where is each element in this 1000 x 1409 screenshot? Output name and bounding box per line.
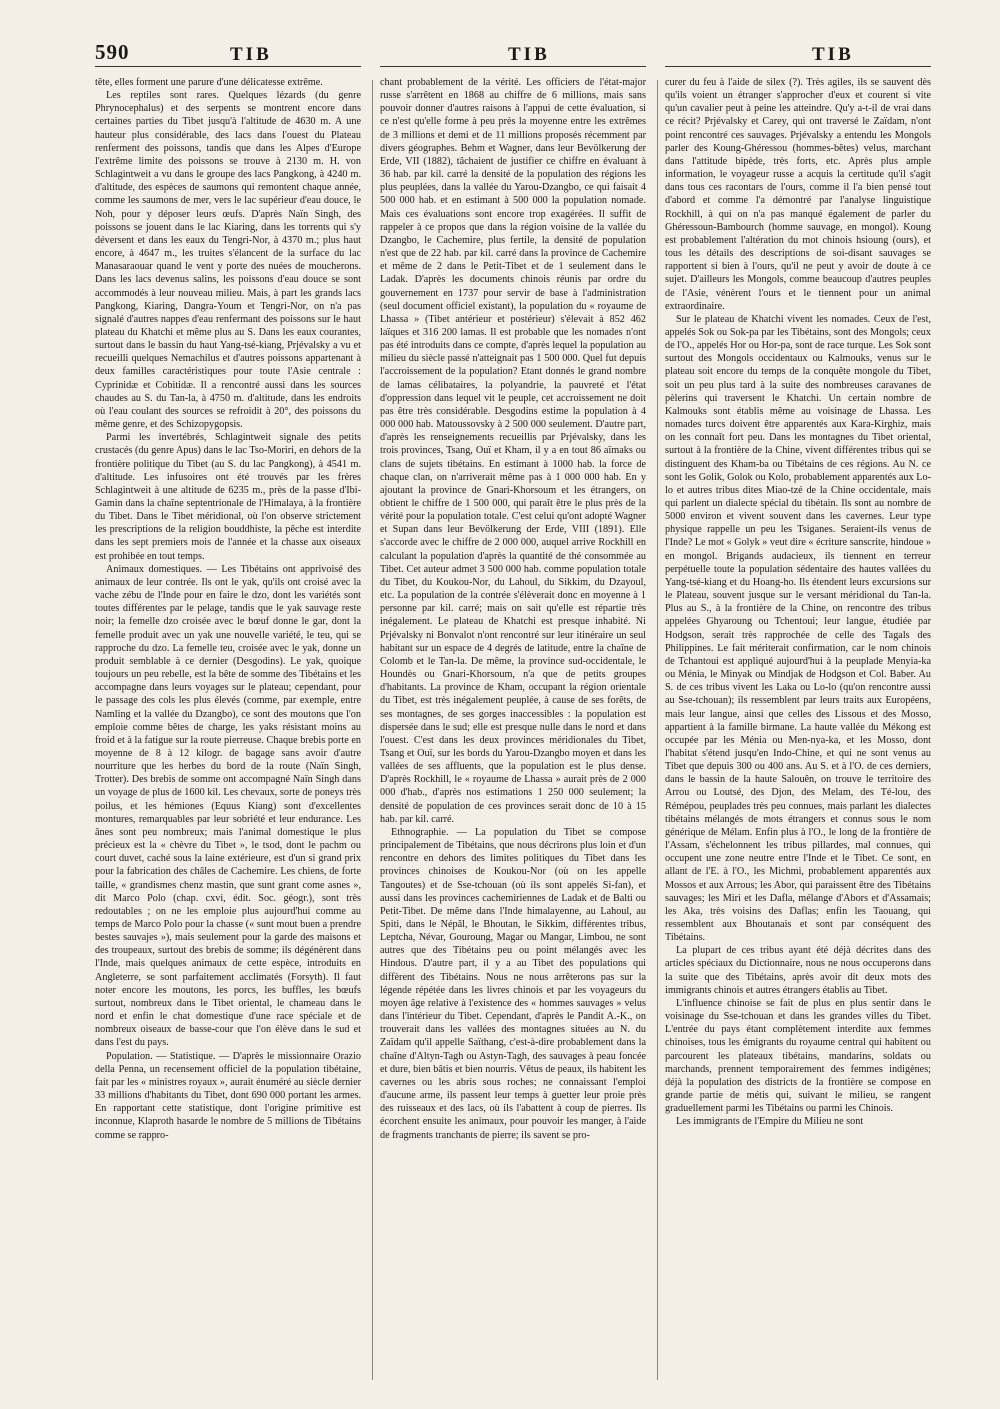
- paragraph: Sur le plateau de Khatchi vivent les nomades. Ceux de l'est, appelés Sok ou Sok-pa par les Tibétains, sont des Mongols; ceux de l'O., appelés Hor ou Hor-pa, sont de race turque. Les Sok sont surtout des Mongols occidentaux ou Kalmouks, venus sur le plateau soit encore du temps de la conquête mongole du Tibet, soit un peu plus tard à la suite des nombreuses caravanes de pèlerins qui traversent le Khatchi. Un certain nombre de Kalmouks sont établis même au voisinage de Lhassa. Les nomades turcs doivent être apparentés aux Kara-Kirghiz, mais on les connaît fort peu. Dans les montagnes du Tibet oriental, surtout à la frontière de la Chine, vivent différentes tribus qui se distinguent des Kham-ba ou Tibétains de ces régions. Au N. ce sont les Golik, Golok ou Kolo, probablement apparentés aux Lo-lo et autres tribus dites Miao-tzé de la Chine occidentale, mais qui parlent un dialecte spécial du tibétain. Ils sont au nombre de 5000 environ et vivent souvent dans les cavernes. Leur type physique rappelle un peu les Tsiganes. Seraient-ils venus de l'Inde? Le mot « Golyk » veut dire « écriture sanscrite, hindoue » en mongol. Brigands audacieux, ils tiennent en terreur perpétuelle toute la population sédentaire des hautes vallées du Yang-tsé-kiang et du Hoang-ho. Ils étendent leurs excursions sur le Plateau, souvent jusque sur le versant méridional du Tan-la. Plus au S., à la frontière de la Chine, on rencontre des tribus appelées Ghyaroung ou Tchentoui; leur langue, étudiée par Hodgson, serait très rapprochée de celle des Tagals des Philippines. Le fait mériterait confirmation, car le nom chinois de Tchantoui est appliqué aujourd'hui à la peuplade Menyia-ka ou Ménia, le Minyak ou Mindjak de Hodgson et Col. Baber. Au S. de ces tribus vivent les Laka ou Lo-lo (qu'on rencontre aussi au Sse-tchouan); ils ressemblent par leurs traits aux Européens, mais leur langue, ainsi que celles des Lissous et des Mosso, appartient à la famille birmane. La haute vallée du Mékong est occupée par les Ménia ou Men-nya-ka, et les Mosso, dont l'habitat s'étend jusqu'en Indo-Chine, et qui ne sont venus au Tibet que depuis 300 ou 400 ans. Au S. et à l'O. de ces derniers, dans le bassin de la haute Salouên, on trouve le territoire des Arrou ou Loutsé, des Djon, des Melam, des Té-lou, des Rémépou, peuplades très peu connues, mais parlant les dialectes tibétains mélangés de mots étrangers et connus sous le nom générique de Mélam. Enfin plus à l'O., le long de la frontière de l'Assam, s'échelonnent les tribus pillardes, mal connues, qui occupent une zone neutre entre l'Inde et le Tibet. Ce sont, en allant de l'E. à l'O., les Michmi, probablement apparentés aux Mossos et aux Arrous; les Abor, qui paraissent être des Tibétains sauvages; les Miri et les Dafla, mélange d'Abors et d'Assamais; les Aka, très voisins des Daflas; enfin les Taouang, qui ressemblent aux Bhoutanais et sont par conséquent des Tibétains.: [665, 313, 931, 944]
- paragraph: tête, elles forment une parure d'une délicatesse extrême.: [95, 77, 323, 88]
- column-separator: [657, 80, 658, 1380]
- running-headword-right: TIB: [812, 44, 854, 65]
- header-rule: [380, 66, 646, 67]
- paragraph: chant probablement de la vérité. Les officiers de l'état-major russe s'arrêtent en 1868 au chiffre de 6 millions, mais sans pouvoir donner d'autres raisons à l'appui de cette évaluation, si ce n'est qu'elle forme à peu près la moyenne entre les extrêmes de 3 millions et demi et de 11 millions proposés récemment par divers géographes. Behm et Wagner, dans leur Bevölkerung der Erde, VII (1882), tâchaient de justifier ce chiffre en évaluant à 36 hab. par kil. carré la densité de la population des régions les plus peuplées, dans la vallée du Yarou-Dzangbo, ce qui faisait 4 500 000 hab. et en estimant à 500 000 la population nomade. Mais ces évaluations sont encore trop exagérées. Il suffit de rappeler à ce propos que dans la région voisine de la vallée du Dzangbo, le Cachemire, plus fertile, la densité de population n'est que de 22 hab. par kil. carré dans la province de Cachemire et même de 2 dans le Petit-Tibet et de 1 seulement dans le Ladak. D'après les documents chinois réunis par ordre du gouvernement en 1737 pour servir de base à l'administration (seul document officiel existant), la population du « royaume de Lhassa » (Tibet antérieur et postérieur) s'élevait à 852 462 laïques et 316 200 lamas. Il est probable que les nomades n'ont pas été introduits dans ce compte, d'après lequel la population au milieu du siècle passé n'atteignait pas 1 500 000. Quel fut depuis l'accroissement de la population? Etant donnés le grand nombre de lamas célibataires, la polyandrie, la pauvreté et l'état d'oppression dans lequel vit le peuple, cet accroissement ne doit pas être très considérable. Desgodins estime la population à 4 000 000 hab. Matoussovsky à 2 500 000 seulement. D'autre part, d'après les renseignements recueillis par Prjévalsky, dans les trois provinces, Tsang, Ouï et Kham, il y a en tout 86 aïmaks ou clans de sujets tibétains. En estimant à 1000 hab. la force de chaque clan, on n'arriverait même pas à 1 000 000 hab. En y ajoutant la province de Gnari-Khorsoum et les étrangers, on obtient le chiffre de 1 500 000, qui paraît être le plus près de la vérité pour la population totale. C'est celui qu'ont adopté Wagner et Supan dans leur Bevölkerung der Erde, VIII (1891). Elle s'accorde avec le chiffre de 2 000 000, auquel arrive Rockhill en calculant la population d'après la quantité de thé consommée au Tibet. Cet auteur admet 3 500 000 hab. comme population totale du Tibet, du Koukou-Nor, du Lahoul, du Sikkim, du Dzayoul, etc. La population de la contrée s'élèverait donc en moyenne à 1 personne par kil. carré; mais on sait qu'elle est répartie très inégalement. Le plateau de Khatchi est presque inhabité. Ni Prjévalsky ni Bonvalot n'ont rencontré sur leur itinéraire un seul habitant sur un espace de 4 degrés de latitude, entre la chaîne de Colomb et le Tan-la. De même, la province sud-occidentale, le Houndès ou Gnari-Khorsoum, n'a que de petits groupes d'habitants. La province de Kham, occupant la région orientale du Tibet, est très inégalement peuplée, à cause de ses forêts, de ses montagnes, de ses gorges inaccessibles : la population est dispersée dans le sud; elle est presque nulle dans le nord et dans l'ouest. C'est dans les deux provinces méridionales du Tibet, Tsang et Ouï, sur les bords du Yarou-Dzangbo moyen et dans les vallées de ses affluents, que la population est le plus dense. D'après Rockhill, le « royaume de Lhassa » aurait près de 2 000 000 d'hab., d'après nos estimations 1 250 000 seulement; la densité de population de ces provinces serait donc de 10 à 15 hab. par kil. carré.: [380, 77, 646, 825]
- paragraph: Les immigrants de l'Empire du Milieu ne sont: [676, 1116, 864, 1128]
- running-headword-center: TIB: [508, 44, 550, 65]
- column-separator: [372, 80, 373, 1380]
- header-rule: [665, 66, 931, 67]
- text-column-middle: [380, 76, 646, 1386]
- text-column-right: [665, 76, 931, 1386]
- paragraph: Population. — Statistique. — D'après le missionnaire Orazio della Penna, un recensement officiel de la population tibétaine, fait par les « ministres royaux », aurait énuméré au siècle dernier 33 millions d'habitants du Tibet, dont 690 000 portant les armes. En rapportant cette statistique, dont l'origine primitive est inconnue, Klaproth hasarde le nombre de 5 millions de Tibétains comme se rappro-: [95, 1050, 361, 1141]
- running-headword-left: TIB: [230, 44, 272, 65]
- paragraph: Ethnographie. — La population du Tibet se compose principalement de Tibétains, que nous décrirons plus loin et d'un rencontre en dehors des limites politiques du Tibet dans les provinces chinoises de Koukou-Nor (où on les appelle Tangoutes) et de Sse-tchouan (où ils sont appelés Si-fan), et aussi dans les provinces cachemiriennes de Ladak et de Balti ou Petit-Tibet. De même dans l'Inde himalayenne, au Lahoul, au Spiti, dans le Népâl, le Bhoutan, le Sikkim, différentes tribus, Leptcha, Névar, Gouroung, Magar ou Mangar, Limbou, ne sont autres que des Tibétains peu ou point mélangés avec les Hindous. D'autre part, il y a au Tibet des populations qui diffèrent des Tibétains. Nous ne nous arrêterons pas sur la légende répétée dans les livres chinois et par les voyageurs du moyen âge relative à l'existence des « hommes sauvages » velus dans l'intérieur du Tibet. Cependant, d'après le Pandit A.-K., on trouverait dans les vallées des montagnes situées au N. du Zaïdam qu'il appelle Saïthang, c'est-à-dire probablement dans la chaîne d'Altyn-Tagh ou Astyn-Tagh, des sauvages à peau foncée et dure, bien bâtis et bien nourris. Vêtus de peaux, ils habitent les cavernes ou les abris sous roches; ne connaissant l'emploi d'aucune arme, ils passent leur temps à guetter leur proie près des ruisseaux et des lacs, où ils l'abattent à coup de pierres. Ils écorchent ensuite les animaux, pour pouvoir les manger, à l'aide de fragments tranchants de pierre; ils savent se pro-: [380, 826, 646, 1141]
- paragraph: Animaux domestiques. — Les Tibétains ont apprivoisé des animaux de leur contrée. Ils ont le yak, qu'ils ont croisé avec la vache zébu de l'Inde pour en faire le dzo, dont les variétés sont toutes différentes par le pelage, tandis que le yak sauvage reste noir; la femelle dzo croisée avec le bœuf donne le gar, dont la femelle produit avec un yak une nouvelle variété, le teu, qui se rapproche du dzo. La femelle teu, croisée avec le yak, donne un produit semblable à ce dernier (Desgodins). Le yak, quoique toujours un peu rebelle, est la bête de somme des Tibétains et les accompagne dans leurs voyages sur le plateau; cependant, pour le passage des cols les plus élevés (comme, par exemple, entre Namling et la vallée du Dzangbo), ce sont des moutons que l'on emploie comme bêtes de charge, les yaks résistant moins au froid et à la fatigue sur la route pierreuse. Chaque brebis porte en moyenne de 8 à 12 kilogr. de bagage sans avoir d'autre nourriture que les herbes du bord de la route (Naïn Singh, Trotter). Des brebis de somme ont accompagné Naïn Singh dans un voyage de plus de 1600 kil. Les chevaux, sorte de poneys très poilus, et les hémiones (Equus Kiang) sont d'excellentes montures, remarquables par leur sobriété et leur endurance. Les ânes sont peu nombreux; mais l'animal domestique le plus précieux est la « chèvre du Tibet », le tsod, dont le pachm ou court duvet, caché sous la laine extérieure, est d'un si grand prix pour la fabrication des châles de Cachemire. Les chiens, de forte taille, « grandismes chenz mastin, que sunt grant come asnes », dit Marco Polo (chap. cxvi, édit. Soc. géogr.), sont très redoutables ; on ne les emploie plus aujourd'hui comme au temps de Marco Polo pour la chasse (« sunt mout buen a prendre bestes sauvajes »), mais seulement pour la garde des maisons et des troupeaux, surtout des brebis de somme; ils dégénèrent dans l'Inde, mais quelques animaux de cette espèce, introduits en Angleterre, se sont parfaitement acclimatés (Forsyth). Il faut noter encore les moutons, les porcs, les buffles, les bœufs surtout, nombreux dans le Tibet oriental, le chameau dans le nord et enfin le chat domestique d'une race spéciale et de nombreux oiseaux de basse-cour que l'on élève dans le sud et dans l'est du pays.: [95, 563, 361, 1049]
- paragraph: La plupart de ces tribus ayant été déjà décrites dans des articles spéciaux du Dictionnaire, nous ne nous occuperons dans la suite que des Tibétains, après avoir dit deux mots des immigrants chinois et autres étrangers établis au Tibet.: [665, 945, 931, 996]
- header-rule: [95, 66, 361, 67]
- running-header: [0, 34, 1000, 74]
- paragraph: Parmi les invertébrés, Schlagintweit signale des petits crustacés (du genre Apus) dans le lac Tso-Moriri, en dehors de la frontière politique du Tibet (au S. du lac Pangkong), à 4541 m. d'altitude. Les infusoires ont été trouvés par les frères Schlagintweit à une altitude de 6235 m., près de la passe d'Ibi-Gamin dans la chaîne septentrionale de l'Himalaya, à la frontière du Tibet. Dans le Tibet méridional, où l'on observe strictement les prescriptions de la religion bouddhiste, la pêche est interdite dans les sept premiers mois de l'année et la chasse aux oiseaux est prohibée en tout temps.: [95, 432, 361, 562]
- text-column-left: [95, 76, 361, 1386]
- paragraph: curer du feu à l'aide de silex (?). Très agiles, ils se sauvent dès qu'ils voient un étranger s'approcher d'eux et courent si vite qu'un cavalier peut à peine les atteindre. Qu'y a-t-il de vrai dans ce récit? Prjévalsky et Carey, qui ont traversé le Zaïdam, n'ont point rencontré ces sauvages. Prjévalsky a entendu les Mongols parler des Koung-Ghéressou (hommes-bêtes) velus, marchant dans l'attitude bipède, très forts, etc. Après plus ample information, le voyageur russe a acquis la certitude qu'il s'agit dans tous ces racontars de l'ours, comme il l'a bien pensé tout d'abord et comme l'a démontré par l'analyse linguistique Rockhill, à qui on n'a pas manqué également de parler du Ghéressoun-Bambourch (homme sauvage, en mongol). Koung est probablement l'altération du mot chinois hsioung (ours), et tous les détails des descriptions de soi-disant sauvages se rapportent si bien à l'ours, qu'il ne peut y avoir de doute à ce sujet. D'ailleurs les Mongols, comme beaucoup d'autres peuples de l'Asie, vénèrent l'ours et le tiennent pour un animal extraordinaire.: [665, 77, 931, 312]
- paragraph: L'influence chinoise se fait de plus en plus sentir dans le voisinage du Sse-tchouan et dans les grandes villes du Tibet. L'entrée du pays étant complètement interdite aux femmes chinoises, tous les émigrants du royaume central qui habitent ou parcourent les plateaux tibétains, mandarins, soldats ou marchands, prennent temporairement des femmes indigènes; déjà la population des districts de la frontière se compose en grande partie de métis qui, suivant le milieu, se rangent graduellement parmi les Tibétains ou parmi les Chinois.: [665, 997, 931, 1115]
- paragraph: Les reptiles sont rares. Quelques lézards (du genre Phrynocephalus) et des serpents se montrent encore dans certaines parties du Tibet jusqu'à l'altitude de 4630 m. A une hauteur plus considérable, des lacs dans l'ouest du Plateau renferment des poissons, tandis que dans les Alpes d'Europe l'extrême limite des poissons se trouve à 2130 m. H. von Schlagintweit a vu dans le groupe des lacs Pangkong, à 4240 m. d'altitude, des espèces de saumons qui remontent chaque année, comme les saumons de mer, vers le lac supérieur d'eau douce, le Noh, pour y déposer leurs œufs. D'après Naïn Singh, des poissons se jouent dans le lac Kiaring, dans les torrents qui s'y déversent et dans les eaux du Tengri-Nor, à 4370 m.; plus haut encore, à 4647 m., les truites s'élancent de la surface du lac Manasaraouar quand le vent y porte des nuées de moucherons. Dans les lacs devenus salins, les poissons d'eau douce se sont accommodés à leur nouveau milieu. Mais, à part les grands lacs Pangkong, Kiaring, Dangra-Youm et Tengri-Nor, on n'a pas signalé d'autres nappes d'eau renfermant des poissons sur le haut plateau du Khatchi et même plus au S. Dans les eaux courantes, surtout dans le bassin du haut Yang-tsé-kiang, Prjévalsky a vu et recueilli quelques Nemachilus et d'autres poissons appartenant à deux familles caractéristiques pour toute l'Asie centrale : Cyprinidæ et Cobitidæ. Il a rencontré aussi dans les sources chaudes au S. du Tan-la, à 4750 m. d'altitude, dans les endroits où l'eau coulant des sources se refroidit à 20°, des poissons du même genre, et des Schizopygopsis.: [95, 90, 361, 431]
- page-number: 590: [95, 40, 130, 64]
